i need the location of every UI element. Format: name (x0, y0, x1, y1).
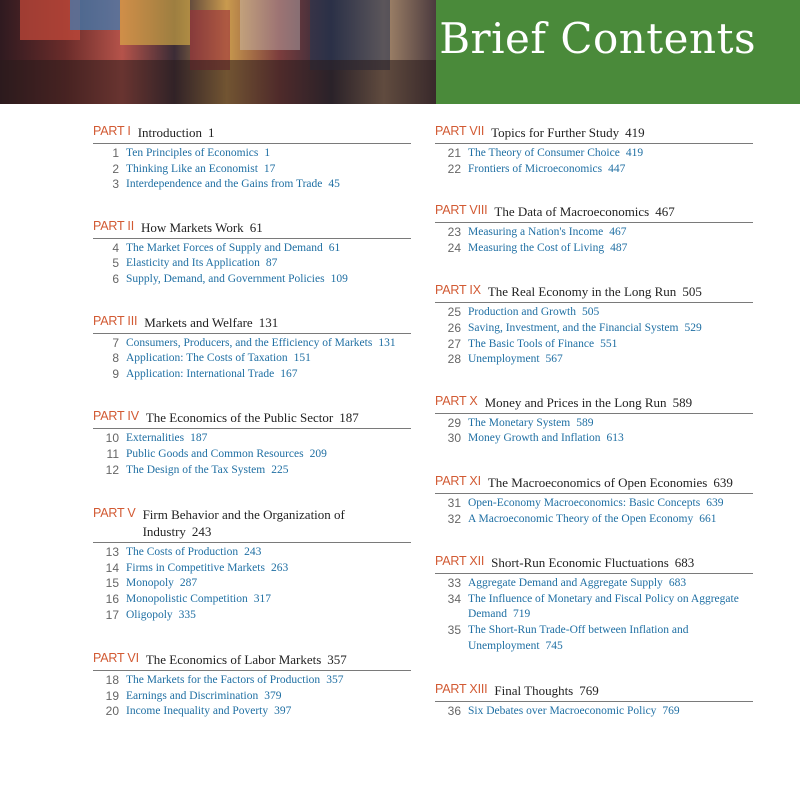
chapter-title[interactable] (126, 177, 340, 193)
chapter-page-number: 167 (280, 367, 298, 380)
chapter-title-text: Open-Economy Macroeconomics: Basic Concepts (468, 496, 701, 509)
part-title-text: Markets and Welfare (144, 314, 253, 330)
toc-part (93, 124, 411, 193)
part-page-number: 243 (191, 524, 212, 540)
chapter-entry[interactable] (93, 177, 411, 193)
chapter-entry[interactable] (93, 576, 411, 592)
header-banner (0, 0, 800, 104)
chapter-number: 2 (112, 161, 119, 176)
chapter-entry[interactable] (93, 351, 411, 367)
chapter-list (435, 704, 753, 720)
part-page-number: 1 (207, 125, 215, 140)
chapter-number: 5 (112, 256, 119, 271)
chapter-page-number: 719 (512, 608, 531, 621)
chapter-page-number: 45 (328, 178, 340, 191)
part-title-text: Final Thoughts (494, 683, 574, 699)
chapter-number: 27 (447, 336, 461, 351)
chapter-page-number: 419 (625, 147, 644, 159)
chapter-title[interactable] (126, 608, 196, 624)
chapter-page-number: 613 (606, 432, 624, 445)
chapter-entry[interactable] (435, 512, 753, 528)
part-page-number: 467 (655, 204, 675, 220)
chapter-number: 4 (112, 240, 119, 255)
part-page-number: 61 (249, 219, 263, 235)
chapter-page-number: 589 (576, 416, 594, 429)
chapter-title-text: The Design of the Tax System (126, 463, 266, 476)
chapter-entry[interactable] (435, 337, 753, 353)
chapter-entry[interactable] (435, 592, 753, 623)
part-page-number: 131 (258, 314, 279, 330)
chapter-title-text: Application: The Costs of Taxation (126, 352, 288, 365)
chapter-number: 11 (106, 446, 119, 461)
chapter-page-number: 109 (330, 272, 348, 285)
part-page-number: 639 (713, 474, 733, 490)
part-page-number: 769 (579, 683, 599, 699)
chapter-entry[interactable] (435, 704, 753, 720)
chapter-number: 31 (447, 495, 461, 510)
part-heading (93, 124, 411, 144)
chapter-title-text: A Macroeconomic Theory of the Open Economy (468, 512, 694, 525)
chapter-page-number: 187 (190, 432, 208, 445)
chapter-title-text: Measuring the Cost of Living (468, 241, 605, 254)
chapter-title[interactable] (468, 162, 625, 178)
chapter-title[interactable] (468, 305, 599, 321)
chapter-entry[interactable] (435, 352, 753, 368)
part-label: PART IX (435, 283, 481, 298)
chapter-title-text: Monopoly (126, 577, 174, 590)
part-heading (435, 474, 753, 494)
chapter-title[interactable] (468, 623, 753, 654)
chapter-page-number: 505 (581, 306, 600, 319)
chapter-list (435, 416, 753, 447)
part-title-text: How Markets Work (140, 219, 244, 235)
part-label: PART V (93, 506, 136, 521)
chapter-title[interactable] (468, 337, 617, 353)
chapter-list (435, 576, 753, 654)
chapter-title[interactable] (468, 576, 686, 592)
toc-part (93, 409, 411, 478)
chapter-number: 33 (447, 576, 461, 591)
market-photo-image (0, 0, 436, 104)
chapter-title[interactable] (126, 351, 311, 367)
part-heading (435, 124, 753, 144)
chapter-entry[interactable] (93, 704, 411, 720)
part-label: PART IV (93, 409, 139, 424)
part-page-number: 187 (339, 410, 359, 426)
part-title-text: Firm Behavior and the Organization of Industry (142, 507, 345, 540)
chapter-title[interactable] (126, 256, 277, 272)
toc-part (435, 682, 753, 720)
part-title (494, 682, 598, 699)
chapter-title[interactable] (126, 561, 288, 577)
chapter-list (93, 241, 411, 288)
part-title (138, 124, 215, 141)
chapter-page-number: 263 (270, 561, 289, 574)
part-page-number: 683 (674, 555, 695, 571)
part-heading (93, 314, 411, 334)
chapter-title-text: The Basic Tools of Finance (468, 337, 595, 350)
part-title (491, 554, 694, 571)
chapter-title-text: The Monetary System (468, 416, 571, 429)
part-title (485, 394, 692, 411)
chapter-entry[interactable] (435, 321, 753, 337)
part-page-number: 589 (672, 394, 693, 410)
chapter-title[interactable] (126, 367, 297, 383)
chapter-list (93, 336, 411, 383)
chapter-title-text: Elasticity and Its Application (126, 257, 260, 270)
chapter-title[interactable] (126, 431, 207, 447)
chapter-title-text: Interdependence and the Gains from Trade (126, 178, 323, 191)
chapter-title[interactable] (126, 689, 281, 705)
part-title (488, 283, 702, 300)
part-heading (93, 409, 411, 429)
chapter-title[interactable] (468, 352, 563, 368)
chapter-title[interactable] (126, 336, 396, 352)
chapter-list (93, 673, 411, 720)
chapter-title-text: Ten Principles of Economics (126, 147, 259, 159)
part-label: PART XIII (435, 682, 488, 697)
chapter-page-number: 357 (326, 674, 344, 687)
chapter-entry[interactable] (435, 146, 753, 162)
chapter-page-number: 769 (662, 705, 680, 718)
chapter-title-text: Income Inequality and Poverty (126, 705, 269, 718)
part-heading (435, 394, 753, 414)
part-page-number: 505 (682, 284, 702, 300)
chapter-title-text: Earnings and Discrimination (126, 689, 259, 702)
chapter-title[interactable] (468, 241, 627, 257)
chapter-page-number: 745 (545, 639, 563, 652)
chapter-number: 17 (105, 607, 119, 622)
chapter-title-text: The Costs of Production (126, 546, 239, 559)
chapter-title-text: The Short-Run Trade-Off between Inflation and Unemployment (468, 623, 689, 652)
chapter-page-number: 379 (264, 689, 282, 702)
chapter-list (435, 146, 753, 177)
chapter-page-number: 397 (274, 705, 292, 718)
chapter-title-text: Aggregate Demand and Aggregate Supply (468, 577, 663, 590)
chapter-page-number: 335 (178, 608, 196, 621)
toc-part (435, 203, 753, 256)
chapter-list (435, 496, 753, 527)
chapter-number: 7 (112, 335, 119, 350)
right-column (435, 124, 753, 720)
part-title-text: Money and Prices in the Long Run (484, 394, 667, 410)
part-label: PART VIII (435, 203, 488, 218)
chapter-title[interactable] (126, 272, 348, 288)
chapter-title-text: Money Growth and Inflation (468, 432, 601, 445)
chapter-title-text: Application: International Trade (126, 367, 275, 380)
chapter-page-number: 317 (253, 592, 271, 605)
part-label: PART I (93, 124, 131, 138)
chapter-page-number: 567 (545, 353, 563, 366)
chapter-title[interactable] (468, 146, 643, 162)
chapter-number: 10 (105, 431, 119, 446)
chapter-entry[interactable] (435, 431, 753, 447)
chapter-number: 15 (105, 576, 119, 591)
chapter-number: 12 (105, 462, 119, 477)
chapter-entry[interactable] (93, 673, 411, 689)
chapter-page-number: 243 (244, 546, 262, 559)
chapter-number: 30 (447, 431, 461, 446)
chapter-title-text: Oligopoly (126, 608, 173, 621)
chapter-title[interactable] (126, 146, 270, 162)
chapter-number: 34 (447, 591, 461, 606)
chapter-number: 25 (447, 305, 461, 320)
chapter-title-text: Saving, Investment, and the Financial System (468, 321, 679, 334)
chapter-title[interactable] (468, 592, 753, 623)
part-title (494, 203, 674, 220)
chapter-entry[interactable] (435, 241, 753, 257)
chapter-number: 18 (105, 673, 119, 688)
chapter-number: 16 (105, 591, 119, 606)
part-title (491, 124, 645, 141)
chapter-entry[interactable] (93, 336, 411, 352)
chapter-title[interactable] (468, 496, 723, 512)
chapter-page-number: 17 (263, 162, 276, 175)
chapter-number: 13 (105, 545, 119, 560)
chapter-title[interactable] (126, 447, 327, 463)
part-title (146, 651, 347, 668)
chapter-title[interactable] (126, 704, 291, 720)
page-title: Brief Contents (439, 14, 756, 63)
left-column (93, 124, 411, 720)
part-heading (435, 203, 753, 223)
part-heading (435, 554, 753, 574)
part-title-text: Topics for Further Study (491, 125, 620, 140)
chapter-title-text: Measuring a Nation's Income (468, 226, 604, 239)
chapter-page-number: 131 (378, 336, 396, 349)
part-title-text: Short-Run Economic Fluctuations (491, 555, 669, 571)
chapter-number: 21 (447, 146, 461, 160)
part-title (488, 474, 733, 491)
chapter-title[interactable] (126, 673, 343, 689)
chapter-title-text: Production and Growth (468, 306, 576, 319)
toc-part (435, 394, 753, 447)
chapter-entry[interactable] (435, 162, 753, 178)
chapter-title[interactable] (126, 162, 275, 178)
part-label: PART XI (435, 473, 481, 488)
chapter-title[interactable] (126, 463, 288, 479)
part-label: PART XII (435, 554, 485, 569)
part-label: PART VI (93, 651, 139, 666)
chapter-title-text: The Market Forces of Supply and Demand (126, 241, 323, 254)
toc-part (435, 554, 753, 654)
chapter-entry[interactable] (93, 146, 411, 162)
chapter-title-text: Externalities (126, 432, 185, 445)
chapter-number: 22 (447, 161, 461, 176)
chapter-number: 8 (112, 351, 119, 366)
chapter-title-text: The Theory of Consumer Choice (468, 147, 620, 159)
chapter-number: 14 (105, 560, 119, 575)
chapter-list (93, 545, 411, 623)
chapter-number: 32 (447, 511, 461, 526)
part-title-text: The Real Economy in the Long Run (487, 284, 677, 300)
chapter-entry[interactable] (93, 463, 411, 479)
part-title (143, 506, 411, 540)
chapter-page-number: 683 (668, 577, 687, 590)
chapter-entry[interactable] (435, 576, 753, 592)
chapter-number: 36 (447, 704, 461, 719)
chapter-number: 24 (447, 240, 461, 255)
chapter-list (93, 431, 411, 478)
chapter-title[interactable] (126, 241, 340, 257)
part-heading (435, 682, 753, 702)
chapter-entry[interactable] (93, 689, 411, 705)
chapter-entry[interactable] (93, 256, 411, 272)
toc-part (435, 124, 753, 177)
chapter-title[interactable] (468, 704, 680, 720)
chapter-entry[interactable] (93, 241, 411, 257)
toc-part (93, 506, 411, 623)
part-label: PART II (93, 218, 134, 233)
part-page-number: 357 (327, 652, 347, 668)
chapter-page-number: 447 (608, 162, 626, 175)
part-title-text: The Economics of Labor Markets (145, 652, 322, 668)
chapter-title[interactable] (126, 576, 197, 592)
chapter-number: 28 (447, 352, 461, 367)
chapter-page-number: 151 (293, 352, 311, 365)
chapter-page-number: 487 (610, 241, 628, 254)
chapter-page-number: 661 (699, 512, 717, 525)
chapter-entry[interactable] (435, 225, 753, 241)
chapter-entry[interactable] (93, 367, 411, 383)
chapter-title-text: Frontiers of Microeconomics (468, 162, 603, 175)
chapter-entry[interactable] (435, 623, 753, 654)
chapter-number: 9 (112, 366, 119, 381)
toc-part (93, 314, 411, 383)
chapter-number: 3 (112, 177, 119, 192)
chapter-page-number: 1 (264, 147, 271, 159)
chapter-title-text: Six Debates over Macroeconomic Policy (468, 705, 657, 718)
chapter-title-text: Consumers, Producers, and the Efficiency of Markets (126, 336, 373, 349)
part-label: PART X (435, 393, 478, 408)
chapter-number: 6 (112, 271, 119, 286)
part-heading (93, 651, 411, 671)
chapter-page-number: 639 (706, 496, 724, 509)
part-page-number: 419 (625, 125, 645, 140)
chapter-number: 23 (447, 225, 461, 240)
part-title (144, 314, 278, 331)
chapter-title-text: Unemployment (468, 353, 540, 366)
chapter-entry[interactable] (435, 416, 753, 432)
chapter-title-text: Firms in Competitive Markets (126, 561, 265, 574)
chapter-title[interactable] (468, 416, 593, 432)
chapter-page-number: 467 (609, 226, 627, 239)
chapter-title[interactable] (468, 321, 702, 337)
chapter-page-number: 529 (684, 321, 702, 334)
chapter-number: 20 (105, 704, 119, 719)
chapter-number: 35 (447, 622, 461, 637)
chapter-title[interactable] (126, 545, 261, 561)
part-title-text: Introduction (137, 125, 202, 140)
chapter-entry[interactable] (93, 561, 411, 577)
toc-part (93, 651, 411, 720)
part-label: PART VII (435, 124, 485, 138)
part-title-text: The Macroeconomics of Open Economies (487, 474, 708, 490)
chapter-title[interactable] (468, 512, 717, 528)
part-title-text: The Data of Macroeconomics (494, 204, 650, 220)
toc-part (435, 283, 753, 367)
chapter-page-number: 287 (179, 577, 198, 590)
chapter-entry[interactable] (93, 608, 411, 624)
toc-part (435, 474, 753, 527)
chapter-page-number: 209 (309, 447, 327, 460)
chapter-number: 19 (105, 688, 119, 703)
part-heading (93, 219, 411, 239)
chapter-title[interactable] (468, 431, 624, 447)
chapter-entry[interactable] (435, 305, 753, 321)
chapter-page-number: 87 (265, 257, 278, 270)
chapter-entry[interactable] (435, 496, 753, 512)
part-title (146, 409, 359, 426)
part-title (141, 219, 263, 236)
chapter-list (435, 225, 753, 256)
part-label: PART III (93, 313, 138, 328)
part-heading (93, 506, 411, 543)
chapter-title-text: Supply, Demand, and Government Policies (126, 272, 325, 285)
chapter-entry[interactable] (93, 162, 411, 178)
toc-part (93, 219, 411, 288)
chapter-entry[interactable] (93, 447, 411, 463)
chapter-page-number: 61 (328, 241, 341, 254)
chapter-title-text: The Influence of Monetary and Fiscal Policy on Aggregate Demand (468, 592, 739, 621)
chapter-number: 1 (112, 146, 119, 160)
chapter-entry[interactable] (93, 592, 411, 608)
chapter-entry[interactable] (93, 545, 411, 561)
chapter-title-text: Public Goods and Common Resources (126, 447, 304, 460)
chapter-entry[interactable] (93, 431, 411, 447)
chapter-title-text: Thinking Like an Economist (126, 162, 258, 175)
chapter-entry[interactable] (93, 272, 411, 288)
chapter-page-number: 225 (271, 463, 289, 476)
chapter-number: 29 (447, 415, 461, 430)
part-title-text: The Economics of the Public Sector (145, 410, 334, 426)
chapter-title-text: The Markets for the Factors of Production (126, 674, 321, 687)
part-heading (435, 283, 753, 303)
chapter-page-number: 551 (600, 337, 618, 350)
chapter-list (93, 146, 411, 193)
chapter-number: 26 (447, 320, 461, 335)
chapter-list (435, 305, 753, 367)
chapter-title[interactable] (468, 225, 627, 241)
chapter-title[interactable] (126, 592, 271, 608)
chapter-title-text: Monopolistic Competition (126, 592, 248, 605)
